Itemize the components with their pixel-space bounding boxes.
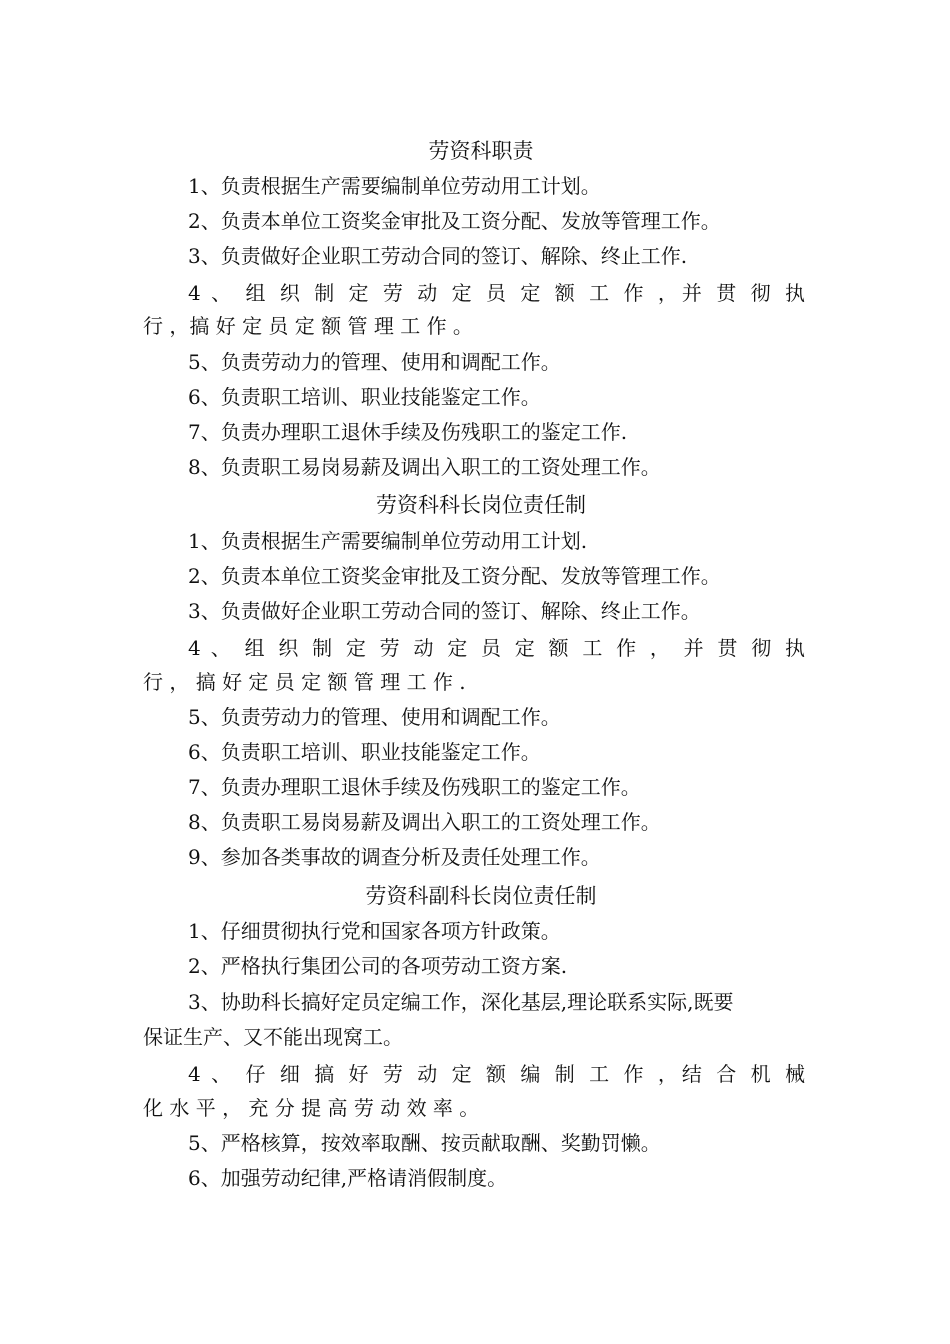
list-item-line-2: 化 水 平 ， 充 分 提 高 劳 动 效 率 。 [143, 1096, 480, 1120]
list-item-line-2: 保证生产、又不能出现窝工。 [143, 1025, 403, 1049]
list-item: 7、负责办理职工退休手续及伤残职工的鉴定工作。 [188, 775, 641, 799]
list-item: 5、严格核算，按效率取酬、按贡献取酬、奖勤罚懒。 [188, 1131, 661, 1155]
list-item: 6、负责职工培训、职业技能鉴定工作。 [188, 740, 541, 764]
list-item: 5、负责劳动力的管理、使用和调配工作。 [188, 705, 561, 729]
section-title: 劳资科副科长岗位责任制 [365, 884, 597, 908]
list-item: 9、参加各类事故的调查分析及责任处理工作。 [188, 845, 601, 869]
list-item: 3、负责做好企业职工劳动合同的签订、解除、终止工作。 [188, 599, 701, 623]
section-title: 劳资科科长岗位责任制 [376, 493, 586, 517]
list-item: 3、负责做好企业职工劳动合同的签订、解除、终止工作. [188, 244, 688, 268]
list-item-line-1: 4 、 组 织 制 定 劳 动 定 员 定 额 工 作 ， 并 贯 彻 执 [188, 636, 805, 660]
list-item: 6、加强劳动纪律,严格请消假制度。 [188, 1166, 508, 1190]
list-item-line-2: 行 ，搞 好 定 员 定 额 管 理 工 作 。 [143, 314, 473, 338]
list-item: 1、负责根据生产需要编制单位劳动用工计划. [188, 529, 588, 553]
list-item: 7、负责办理职工退休手续及伤残职工的鉴定工作. [188, 420, 628, 444]
section-title: 劳资科职责 [428, 139, 534, 163]
list-item: 1、仔细贯彻执行党和国家各项方针政策。 [188, 919, 561, 943]
list-item: 2、负责本单位工资奖金审批及工资分配、发放等管理工作。 [188, 564, 721, 588]
list-item: 5、负责劳动力的管理、使用和调配工作。 [188, 350, 561, 374]
list-item-line-1: 4 、 组 织 制 定 劳 动 定 员 定 额 工 作 ，并 贯 彻 执 [188, 281, 805, 305]
list-item: 1、负责根据生产需要编制单位劳动用工计划。 [188, 174, 601, 198]
list-item-line-1: 3、协助科长搞好定员定编工作，深化基层,理论联系实际,既要 [188, 990, 734, 1014]
list-item-line-1: 4 、 仔 细 搞 好 劳 动 定 额 编 制 工 作 ，结 合 机 械 [188, 1062, 805, 1086]
list-item-line-2: 行 ， 搞 好 定 员 定 额 管 理 工 作 . [143, 670, 466, 694]
list-item: 6、负责职工培训、职业技能鉴定工作。 [188, 385, 541, 409]
list-item: 2、负责本单位工资奖金审批及工资分配、发放等管理工作。 [188, 209, 721, 233]
list-item: 8、负责职工易岗易薪及调出入职工的工资处理工作。 [188, 455, 661, 479]
list-item: 8、负责职工易岗易薪及调出入职工的工资处理工作。 [188, 810, 661, 834]
list-item: 2、严格执行集团公司的各项劳动工资方案. [188, 954, 568, 978]
